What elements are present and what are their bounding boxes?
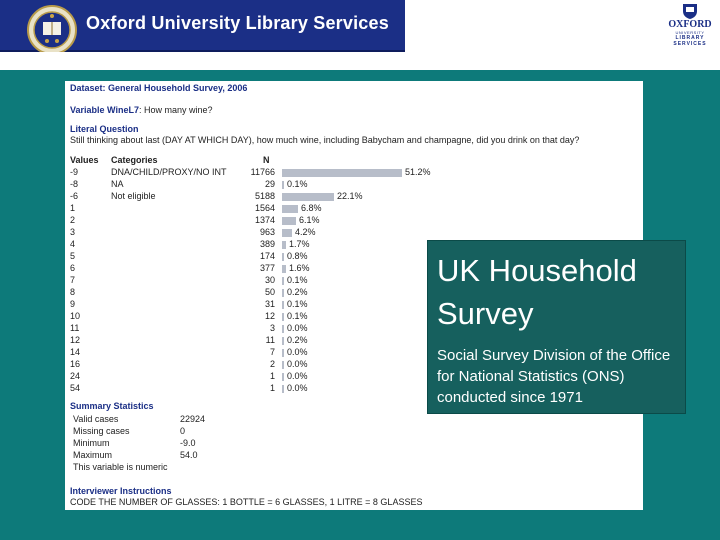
row-value: -8 [70, 179, 79, 189]
frequency-row [70, 287, 370, 299]
logo-library-text: LIBRARY SERVICES [673, 35, 707, 47]
row-percent-bar [282, 313, 284, 321]
row-count: 3 [269, 323, 275, 333]
frequency-row [70, 227, 370, 239]
row-count: 12 [264, 311, 275, 321]
row-percent: 0.2% [287, 335, 308, 345]
instructions-heading: Interviewer Instructions [70, 486, 172, 496]
row-percent-bar [282, 241, 286, 249]
row-count: 377 [259, 263, 275, 273]
frequency-row [70, 299, 370, 311]
row-percent: 6.8% [301, 203, 322, 213]
row-percent: 0.1% [287, 299, 308, 309]
banner-title: Oxford University Library Services [86, 13, 389, 33]
row-count: 50 [264, 287, 275, 297]
frequency-row [70, 275, 370, 287]
frequency-row [70, 167, 431, 179]
col-categories-header: Categories [111, 155, 158, 165]
frequency-row [70, 251, 370, 263]
summary-value: 22924 [180, 414, 206, 424]
variable-label: Variable WineL7 [70, 105, 139, 115]
frequency-row [70, 191, 370, 203]
row-count: 11766 [250, 167, 275, 177]
row-percent: 0.0% [287, 347, 308, 357]
row-percent-bar [282, 169, 402, 177]
row-count: 1374 [254, 215, 275, 225]
header-spacer [0, 52, 720, 70]
row-value: 10 [70, 311, 81, 321]
row-value: 3 [70, 227, 76, 237]
row-count: 30 [264, 275, 275, 285]
summary-label: Minimum [73, 438, 110, 448]
row-value: 5 [70, 251, 76, 261]
col-n-header: N [263, 155, 270, 165]
row-percent-bar [282, 253, 284, 261]
row-percent-bar [282, 349, 284, 357]
row-percent: 0.8% [287, 251, 308, 261]
row-percent-bar [282, 217, 296, 225]
row-value: 4 [70, 239, 76, 249]
row-value: 14 [70, 347, 81, 357]
logo-oxford-text: OXFORD [668, 19, 712, 30]
row-percent-bar [282, 229, 292, 237]
literal-text: Still thinking about last (DAY AT WHICH DAY), how much wine, including Babycham and champagne, did you drink on that day? [70, 135, 580, 145]
summary-value: -9.0 [180, 438, 196, 448]
row-percent: 1.7% [289, 239, 310, 249]
logo-university-text: UNIVERSITY [675, 30, 705, 35]
frequency-row [70, 203, 370, 215]
summary-heading: Summary Statistics [70, 401, 154, 411]
survey-title-box [427, 240, 686, 414]
row-count: 31 [264, 299, 275, 309]
summary-label: Maximum [73, 450, 113, 460]
header-bar [0, 0, 720, 52]
frequency-row [70, 263, 370, 275]
frequency-row [70, 371, 370, 383]
row-category: DNA/CHILD/PROXY/NO INT [111, 167, 227, 177]
frequency-row [70, 383, 370, 395]
row-value: 7 [70, 275, 76, 285]
row-count: 963 [259, 227, 275, 237]
row-count: 1 [269, 383, 275, 393]
row-value: 9 [70, 299, 76, 309]
summary-value: 0 [180, 426, 186, 436]
summary-row [70, 438, 270, 450]
row-percent-bar [282, 373, 284, 381]
row-percent-bar [282, 325, 284, 333]
frequency-row [70, 215, 370, 227]
row-percent: 22.1% [337, 191, 363, 201]
row-percent: 0.0% [287, 323, 308, 333]
dataset-title: Dataset: General Household Survey, 2006 [70, 83, 248, 93]
row-category: NA [111, 179, 124, 189]
summary-row [70, 462, 270, 474]
summary-row [70, 450, 270, 462]
row-percent: 0.0% [287, 371, 308, 381]
frequency-row [70, 359, 370, 371]
row-value: 24 [70, 371, 81, 381]
row-value: 1 [70, 203, 76, 213]
row-percent: 51.2% [405, 167, 431, 177]
summary-label: This variable is numeric [73, 462, 168, 472]
summary-value: 54.0 [180, 450, 198, 460]
row-count: 5188 [254, 191, 275, 201]
oxford-shield-icon [681, 2, 699, 20]
survey-title: UK Household Survey [437, 253, 637, 331]
col-values-header: Values [70, 155, 99, 165]
summary-row [70, 414, 270, 426]
row-count: 389 [259, 239, 275, 249]
row-count: 7 [269, 347, 275, 357]
row-percent-bar [282, 193, 334, 201]
row-value: 54 [70, 383, 81, 393]
frequency-row [70, 179, 370, 191]
row-percent-bar [282, 385, 284, 393]
row-value: 8 [70, 287, 76, 297]
row-value: 16 [70, 359, 81, 369]
oxford-logo [664, 2, 716, 50]
survey-subtitle: Social Survey Division of the Office for National Statistics (ONS) conducted since 1971 [437, 347, 671, 406]
row-percent-bar [282, 337, 284, 345]
frequency-row [70, 323, 370, 335]
row-count: 11 [265, 335, 275, 345]
frequency-row [70, 335, 370, 347]
frequency-row [70, 311, 370, 323]
row-count: 1564 [254, 203, 275, 213]
row-percent: 1.6% [289, 263, 310, 273]
row-count: 1 [269, 371, 275, 381]
row-percent: 0.1% [287, 311, 308, 321]
row-percent-bar [282, 289, 284, 297]
row-percent: 0.1% [287, 275, 308, 285]
row-percent-bar [282, 361, 284, 369]
summary-label: Missing cases [73, 426, 130, 436]
row-value: -6 [70, 191, 79, 201]
row-percent-bar [282, 277, 284, 285]
row-percent: 0.1% [287, 179, 308, 189]
summary-row [70, 426, 270, 438]
literal-heading: Literal Question [70, 124, 139, 134]
row-percent: 0.0% [287, 383, 308, 393]
row-percent: 0.2% [287, 287, 308, 297]
variable-line [70, 105, 212, 116]
frequency-row [70, 347, 370, 359]
row-percent-bar [282, 301, 284, 309]
row-percent-bar [282, 181, 284, 189]
row-category: Not eligible [111, 191, 156, 201]
summary-label: Valid cases [73, 414, 119, 424]
row-count: 2 [269, 359, 275, 369]
row-percent: 0.0% [287, 359, 308, 369]
row-percent: 4.2% [295, 227, 316, 237]
row-value: -9 [70, 167, 79, 177]
row-percent-bar [282, 265, 286, 273]
row-count: 174 [259, 251, 275, 261]
row-value: 12 [70, 335, 81, 345]
row-count: 29 [264, 179, 275, 189]
row-value: 11 [70, 323, 80, 333]
frequency-row [70, 239, 370, 251]
variable-desc: : How many wine? [138, 105, 213, 115]
row-value: 2 [70, 215, 76, 225]
instructions-text: CODE THE NUMBER OF GLASSES: 1 BOTTLE = 6 GLASSES, 1 LITRE = 8 GLASSES [70, 497, 423, 507]
row-percent: 6.1% [299, 215, 320, 225]
row-percent-bar [282, 205, 298, 213]
row-value: 6 [70, 263, 76, 273]
